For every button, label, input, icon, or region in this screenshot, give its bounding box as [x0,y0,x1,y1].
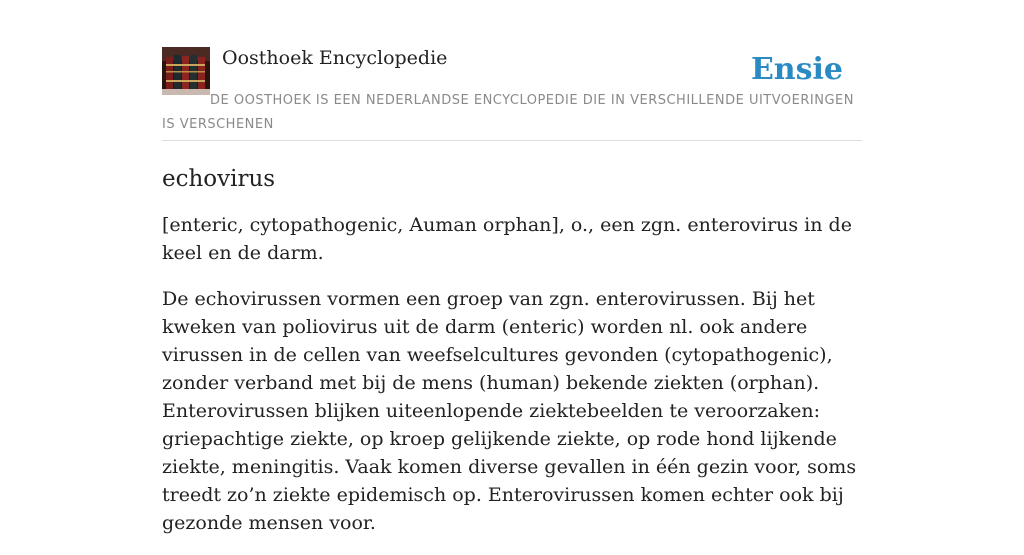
entry-definition: [enteric, cytopathogenic, Auman orphan], o., een zgn. enterovirus in de keel en de darm. [162,214,852,264]
site-header [162,0,862,141]
avatar[interactable] [162,47,210,95]
entry-content [162,161,862,555]
entry-body: De echovirussen vormen een groep van zgn. enterovirussen. Bij het kweken van poliovirus uit de darm (enteric) worden nl. ook andere virussen in de cellen van weefselcultures gevonden (cytopathogenic), zonder verband met bij de mens (human) bekende ziekten (orphan). Enterovirussen blijken uiteenlopende ziektebeelden te veroorzaken: griepachtige ziekte, op kroep gelijkende ziekte, op rode hond lijkende ziekte, meningitis. Vaak komen diverse gevallen in één gezin voor, soms treedt zo’n ziekte epidemisch op. Enterovirussen komen echter ook bij gezonde mensen voor. [162,288,857,534]
book-spines-icon [162,47,210,95]
brand-logo[interactable]: Ensie [750,52,843,87]
site-title[interactable]: Oosthoek Encyclopedie [222,47,448,69]
site-tagline: DE OOSTHOEK IS EEN NEDERLANDSE ENCYCLOPEDIE DIE IN VERSCHILLENDE UITVOERINGEN IS VERSCHENEN [162,93,854,132]
entry-title: echovirus [162,166,276,192]
